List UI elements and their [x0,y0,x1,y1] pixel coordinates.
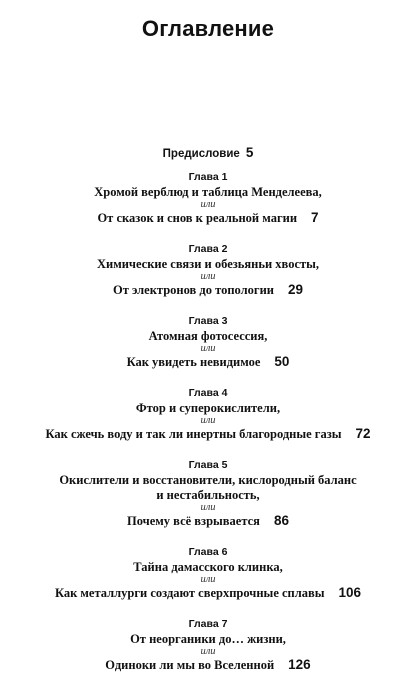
chapter-subtitle-row [0,282,416,298]
page-title: Оглавление [141,16,275,41]
chapter-page-number: 72 [355,426,371,441]
chapter-page-number: 86 [273,513,289,528]
preface-page-number: 5 [245,145,254,160]
chapter-label: Глава 5 [188,459,228,471]
chapter-subtitle-row [0,426,416,442]
chapter-title-line: Окислители и восстановители, кислородный баланс [59,473,357,487]
chapter-title-line: Хромой верблюд и таблица Менделеева, [94,185,322,199]
chapter-title-line: Тайна дамасского клинка, [133,560,283,574]
chapter-subtitle: Как сжечь воду и так ли инертны благородные газы [45,427,342,441]
chapter-or: или [200,502,216,513]
chapter-entry-2 [0,242,416,298]
chapter-or: или [200,271,216,282]
chapter-subtitle-row [0,585,416,601]
chapter-subtitle-row [0,210,416,226]
chapter-or: или [200,574,216,585]
preface-label: Предисловие [162,148,240,160]
chapter-label: Глава 2 [188,243,228,255]
table-of-contents [0,170,416,689]
chapter-entry-1 [0,170,416,226]
chapter-page-number: 106 [338,585,362,600]
chapter-or: или [200,199,216,210]
chapter-page-number: 29 [287,282,304,297]
chapter-subtitle: Как увидеть невидимое [126,355,261,369]
chapter-subtitle: От сказок и снов к реальной магии [97,211,298,225]
chapter-subtitle-row [0,513,416,529]
chapter-label: Глава 1 [188,171,228,183]
chapter-or: или [200,343,216,354]
chapter-subtitle: Как металлурги создают сверхпрочные сплавы [54,586,325,600]
chapter-title-line: и нестабильность, [156,488,260,502]
chapter-entry-6 [0,545,416,601]
chapter-entry-5 [0,458,416,529]
chapter-page-number: 50 [274,354,290,369]
chapter-or: или [200,415,216,426]
chapter-label: Глава 3 [188,315,228,327]
chapter-entry-7 [0,617,416,673]
chapter-subtitle: От электронов до топологии [112,283,274,297]
preface-entry [0,145,416,160]
chapter-title-line: Атомная фотосессия, [148,329,268,343]
chapter-title-line: Фтор и суперокислители, [135,401,281,415]
chapter-subtitle-row [0,354,416,370]
chapter-entry-3 [0,314,416,370]
chapter-entry-4 [0,386,416,442]
chapter-subtitle: Почему всё взрывается [127,514,260,528]
chapter-page-number: 7 [311,210,319,225]
chapter-label: Глава 6 [188,546,228,558]
chapter-subtitle: Одиноки ли мы во Вселенной [105,658,275,672]
chapter-or: или [200,646,216,657]
chapter-title-line: Химические связи и обезьяньи хвосты, [96,257,320,271]
chapter-subtitle-row [0,657,416,673]
chapter-page-number: 126 [288,657,311,672]
chapter-title-line: От неорганики до… жизни, [130,632,286,646]
chapter-label: Глава 7 [188,618,228,630]
chapter-label: Глава 4 [188,387,228,399]
